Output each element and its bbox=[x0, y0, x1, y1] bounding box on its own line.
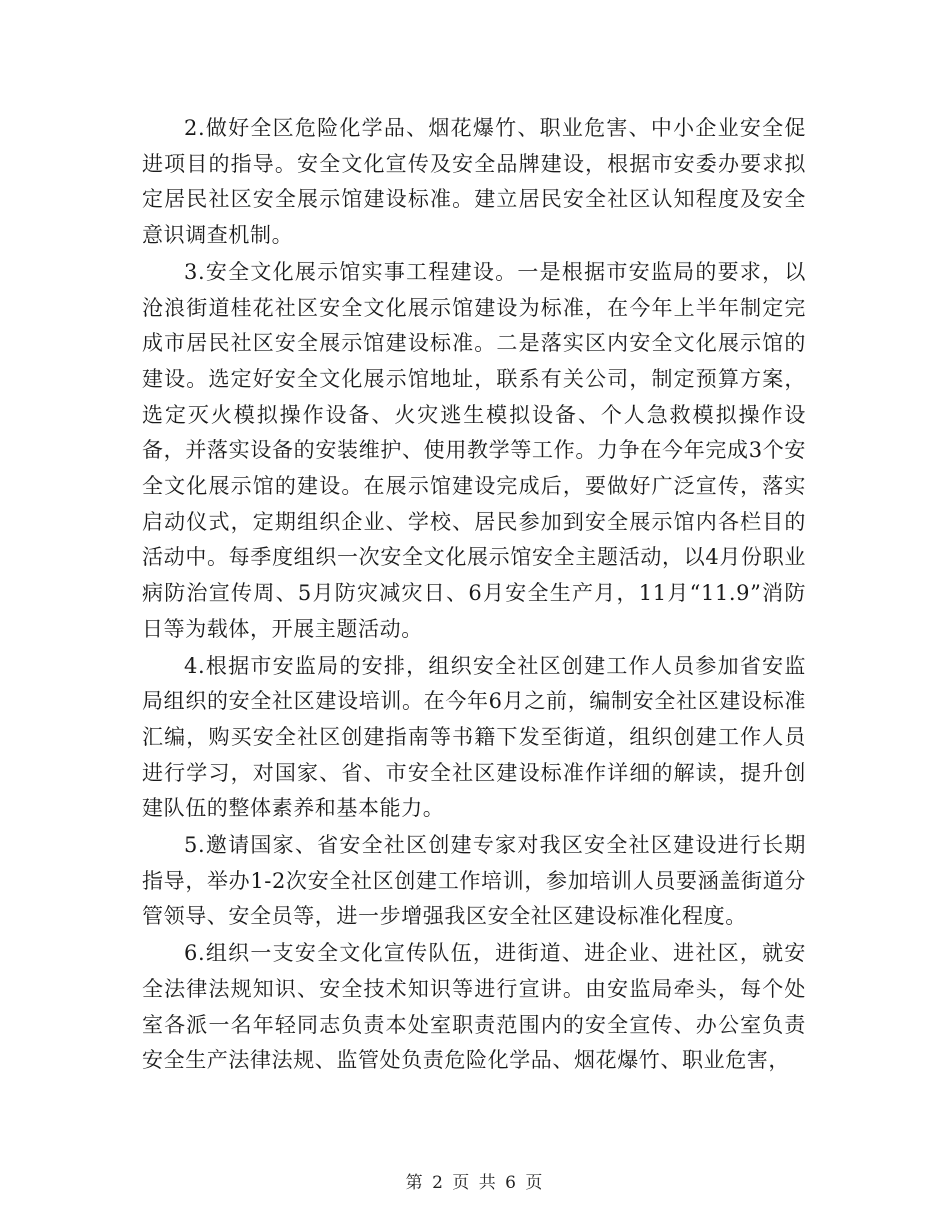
paragraph-item-2: 2.做好全区危险化学品、烟花爆竹、职业危害、中小企业安全促进项目的指导。安全文化宣传及安全品牌建设，根据市安委办要求拟定居民社区安全展示馆建设标准。建立居民安全社区认知程度及安全意识调查机制。 bbox=[142, 116, 806, 248]
paragraph-item-4: 4.根据市安监局的安排，组织安全社区创建工作人员参加省安监局组织的安全社区建设培训。在今年6月之前，编制安全社区建设标准汇编，购买安全社区创建指南等书籍下发至街道，组织创建工作人员进行学习，对国家、省、市安全社区建设标准作详细的解读，提升创建队伍的整体素养和基本能力。 bbox=[142, 653, 806, 821]
paragraph-item-3: 3.安全文化展示馆实事工程建设。一是根据市安监局的要求，以沧浪街道桂花社区安全文化展示馆建设为标准，在今年上半年制定完成市居民社区安全展示馆建设标准。二是落实区内安全文化展示馆的建设。选定好安全文化展示馆地址，联系有关公司，制定预算方案，选定灭火模拟操作设备、火灾逃生模拟设备、个人急救模拟操作设备，并落实设备的安装维护、使用教学等工作。力争在今年完成3个安全文化展示馆的建设。在展示馆建设完成后，要做好广泛宣传，落实启动仪式，定期组织企业、学校、居民参加到安全展示馆内各栏目的活动中。每季度组织一次安全文化展示馆安全主题活动，以4月份职业病防治宣传周、5月防灾减灾日、6月安全生产月，11月“11.9”消防日等为载体，开展主题活动。 bbox=[142, 259, 806, 641]
paragraph-item-6: 6.组织一支安全文化宣传队伍，进街道、进企业、进社区，就安全法律法规知识、安全技术知识等进行宣讲。由安监局牵头，每个处室各派一名年轻同志负责本处室职责范围内的安全宣传、办公室负责安全生产法律法规、监管处负责危险化学品、烟花爆竹、职业危害， bbox=[142, 941, 806, 1073]
document-body bbox=[142, 111, 806, 1080]
paragraph-item-5: 5.邀请国家、省安全社区创建专家对我区安全社区建设进行长期指导，举办1-2次安全社区创建工作培训，参加培训人员要涵盖街道分管领导、安全员等，进一步增强我区安全社区建设标准化程度。 bbox=[142, 833, 806, 929]
page-number-footer: 第 2 页 共 6 页 bbox=[405, 1173, 545, 1193]
